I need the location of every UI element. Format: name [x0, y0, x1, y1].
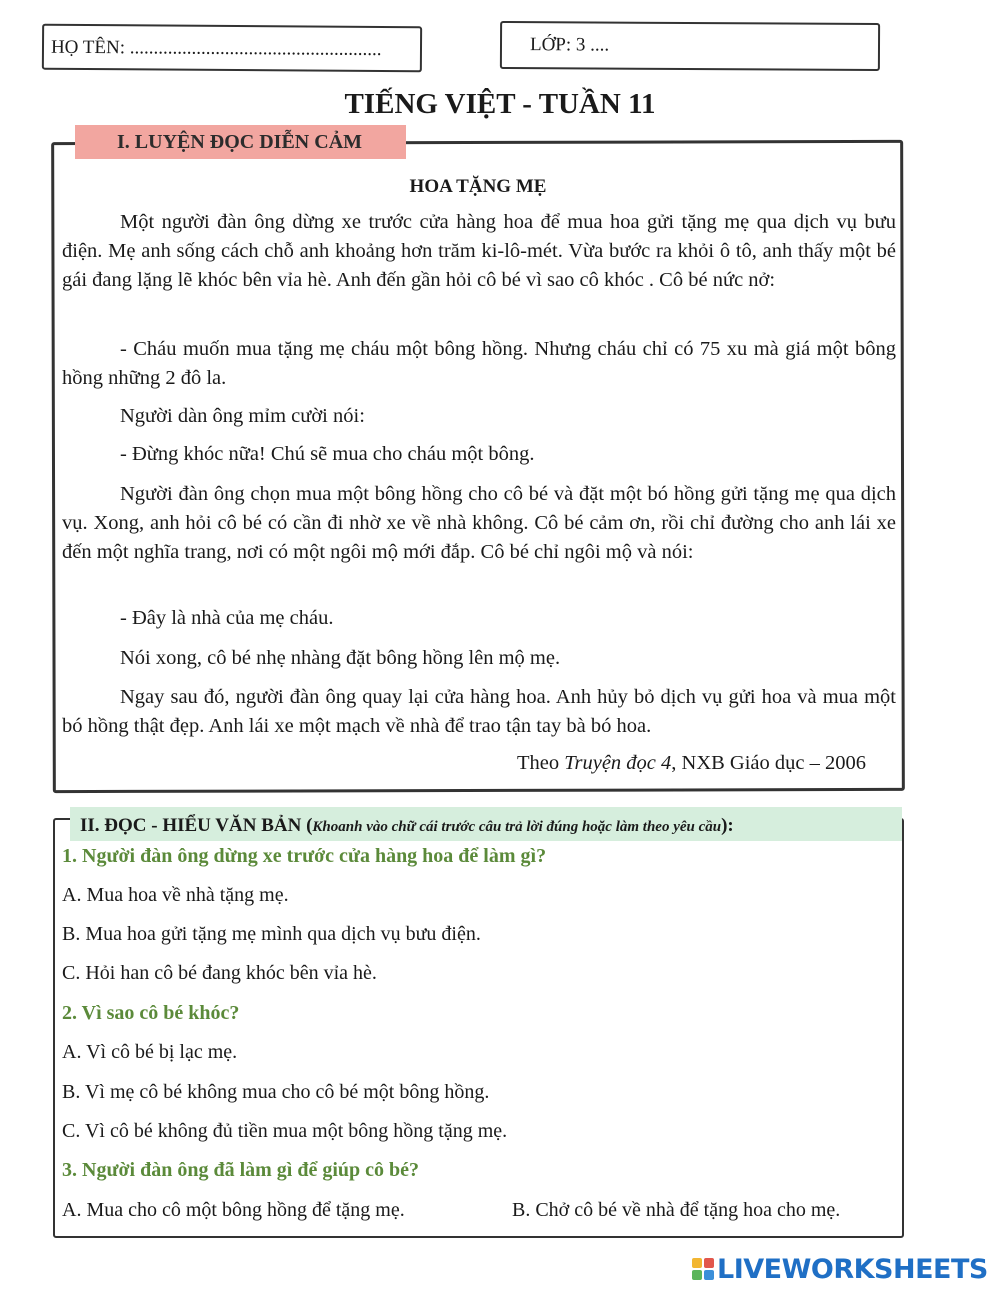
- logo-square: [692, 1270, 702, 1280]
- question-1: 1. Người đàn ông dừng xe trước cửa hàng hoa để làm gì?: [62, 845, 547, 867]
- story-paragraph: - Cháu muốn mua tặng mẹ cháu một bông hồng. Nhưng cháu chỉ có 75 xu mà giá một bông hồng những 2 đô la.: [62, 338, 896, 389]
- logo-grid-icon: [692, 1258, 714, 1280]
- story-paragraph: Người đàn ông chọn mua một bông hồng cho cô bé và đặt một bó hồng gửi tặng mẹ qua dịch vụ. Xong, anh hỏi cô bé có cần đi nhờ xe về nhà không. Cô bé cảm ơn, rồi chỉ đường cho anh lái xe đến một nghĩa trang, nơi có một ngôi mộ mới đắp. Cô bé chỉ ngôi mộ và nói:: [62, 483, 896, 563]
- story-paragraph: - Đây là nhà của mẹ cháu.: [120, 607, 334, 629]
- q3-option-a[interactable]: A. Mua cho cô một bông hồng để tặng mẹ.: [62, 1199, 405, 1221]
- question-3: 3. Người đàn ông đã làm gì để giúp cô bé?: [62, 1159, 420, 1181]
- q1-option-b[interactable]: B. Mua hoa gửi tặng mẹ mình qua dịch vụ bưu điện.: [62, 923, 481, 945]
- q2-option-a[interactable]: A. Vì cô bé bị lạc mẹ.: [62, 1041, 238, 1063]
- logo-text: LIVEWORKSHEETS: [717, 1253, 988, 1285]
- q2-option-b[interactable]: B. Vì mẹ cô bé không mua cho cô bé một bông hồng.: [62, 1081, 490, 1103]
- section2-instruction: Khoanh vào chữ cái trước câu trả lời đúng hoặc làm theo yêu cầu: [312, 819, 722, 835]
- story-paragraph: Nói xong, cô bé nhẹ nhàng đặt bông hồng lên mộ mẹ.: [120, 647, 561, 669]
- name-field-box: [42, 24, 422, 73]
- logo-square: [704, 1258, 714, 1268]
- story-source: Theo Truyện đọc 4, NXB Giáo dục – 2006: [516, 752, 866, 774]
- section1-label: I. LUYỆN ĐỌC DIỄN CẢM: [75, 125, 406, 159]
- question-2: 2. Vì sao cô bé khóc?: [62, 1002, 240, 1024]
- logo-square: [692, 1258, 702, 1268]
- page-title: TIẾNG VIỆT - TUẦN 11: [344, 88, 656, 120]
- name-field[interactable]: HỌ TÊN: .....................................................: [50, 36, 382, 61]
- class-field-box: [500, 21, 880, 71]
- story-title: HOA TẶNG MẸ: [409, 176, 547, 197]
- story-paragraph: Người dàn ông mỉm cười nói:: [120, 405, 365, 427]
- story-paragraph: Ngay sau đó, người đàn ông quay lại cửa hàng hoa. Anh hủy bỏ dịch vụ gửi hoa và mua một bó hồng thật đẹp. Anh lái xe một mạch về nhà để trao tận tay bà bó hoa.: [62, 686, 896, 737]
- section2-label: II. ĐỌC - HIỂU VĂN BẢN (Khoanh vào chữ cái trước câu trả lời đúng hoặc làm theo yêu cầu):: [70, 807, 902, 841]
- logo-square: [704, 1270, 714, 1280]
- q1-option-a[interactable]: A. Mua hoa về nhà tặng mẹ.: [62, 884, 289, 906]
- story-paragraph: - Đừng khóc nữa! Chú sẽ mua cho cháu một bông.: [120, 443, 535, 465]
- class-field[interactable]: LỚP: 3 ....: [529, 34, 610, 56]
- liveworksheets-logo: [692, 1253, 988, 1285]
- q1-option-c[interactable]: C. Hỏi han cô bé đang khóc bên vỉa hè.: [62, 962, 377, 984]
- q2-option-c[interactable]: C. Vì cô bé không đủ tiền mua một bông hồng tặng mẹ.: [62, 1120, 508, 1142]
- q3-option-b[interactable]: B. Chở cô bé về nhà để tặng hoa cho mẹ.: [512, 1199, 841, 1221]
- story-paragraph: Một người đàn ông dừng xe trước cửa hàng hoa để mua hoa gửi tặng mẹ qua dịch vụ bưu điện. Mẹ anh sống cách chỗ anh khoảng hơn trăm ki-lô-mét. Vừa bước ra khỏi ô tô, anh thấy một bé gái đang lặng lẽ khóc bên vỉa hè. Anh đến gần hỏi cô bé vì sao cô khóc . Cô bé nức nở:: [62, 211, 896, 291]
